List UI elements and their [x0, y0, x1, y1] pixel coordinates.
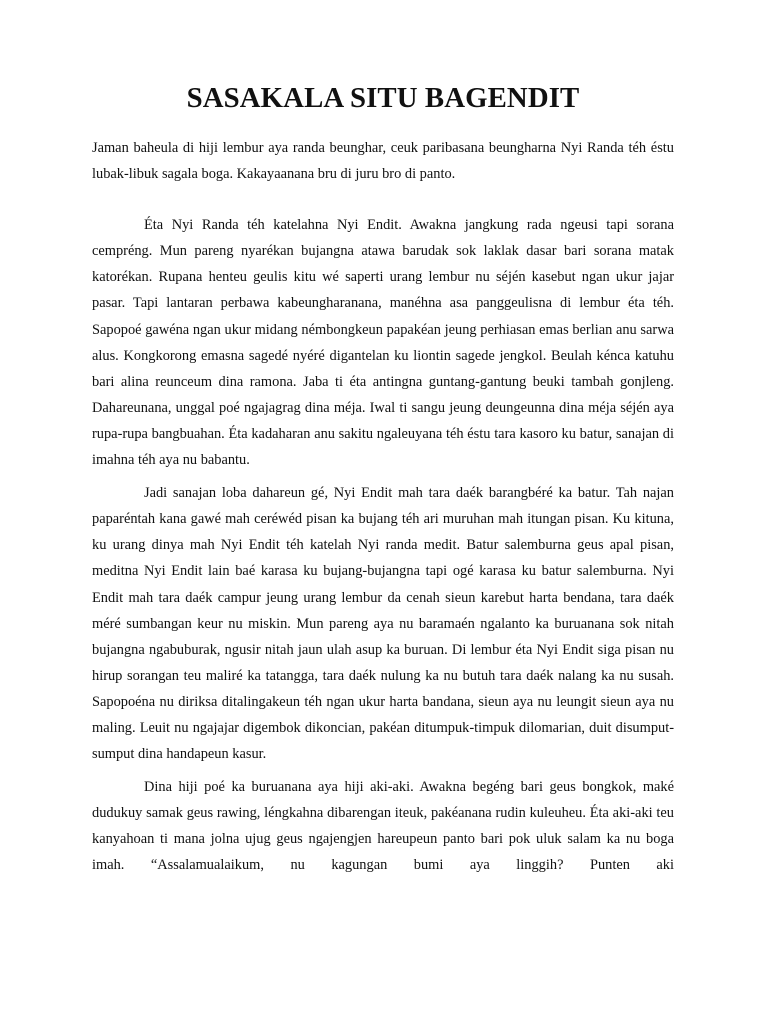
paragraph-4: Dina hiji poé ka buruanana aya hiji aki-aki. Awakna begéng bari geus bongkok, maké dudukuy samak geus rawing, léngkahna dibarengan iteuk, pakéanana rudin kuleuheu. Éta aki-aki teu kanyahoan ti mana jolna ujug geus ngajengjen hareupeun panto bari pok uluk salam ka nu boga imah. “Assalamualaikum, nu kagungan bumi aya linggih? Punten aki — [92, 779, 674, 874]
paragraph-3: Jadi sanajan loba dahareun gé, Nyi Endit mah tara daék barangbéré ka batur. Tah najan paparéntah kana gawé mah ceréwéd pisan ka bujang téh ari muruhan mah itungan pisan. Ku kituna, ku urang dinya mah Nyi Endit téh katelah Nyi randa medit. Batur salemburna geus apal pisan, meditna Nyi Endit lain baé karasa ku bujang-bujangna tapi ogé karasa ku batur salemburna. Nyi Endit mah tara daék campur jeung urang lembur da cenah sieun karebut harta bendana, tara daék méré sumbangan keur nu miskin. Mun pareng aya nu baramaén ngalanto ka buruanana sok nitah bujangna ngabuburak, ngusir nitah jaun ulah asup ka buruan. Di lembur éta Nyi Endit siga pisan nu hirup sorangan teu maliré ka tatangga, tara daék nulung ka nu butuh tara daék nalang ka nu susah. Sapopoéna nu diriksa ditalingakeun téh ngan ukur harta bandana, sieun aya nu leungit sieun aya nu maling. Leuit nu ngajajar digembok dikoncian, pakéan ditumpuk-timpuk dilomarian, duit disumput-sumput dina handapeun kasur. — [92, 485, 674, 763]
paragraph-2: Éta Nyi Randa téh katelahna Nyi Endit. Awakna jangkung rada ngeusi tapi sorana cempréng. Mun pareng nyarékan bujangna atawa barudak sok laklak dasar bari sorana matak katorékan. Rupana henteu geulis kitu wé saperti urang lembur nu séjén kasebut ngan ukur jajar pasar. Tapi lantaran perbawa kabeungharanana, manéhna asa panggeulisna di lembur éta téh. Sapopoé gawéna ngan ukur midang némbongkeun papakéan jeung perhiasan emas berlian anu sarwa alus. Kongkorong emasna sagedé nyéré digantelan ku liontin sagede jengkol. Beulah kénca katuhu bari alina reunceum dina ramona. Jaba ti éta antingna guntang-gantung beuki tambah gonjleng. Dahareunana, unggal poé ngajagrag dina méja. Iwal ti sangu jeung deungeunna dina méja séjén aya rupa-rupa bangbuahan. Éta kadaharan anu sakitu ngaleuyana téh éstu tara kasoro ku batur, sanajan di imahna téh aya nu babantu. — [92, 217, 674, 469]
paragraph-1: Jaman baheula di hiji lembur aya randa beunghar, ceuk paribasana beungharna Nyi Randa téh éstu lubak-libuk sagala boga. Kakayaanana bru di juru bro di panto. — [92, 140, 674, 183]
document-title: SASAKALA SITU BAGENDIT — [186, 82, 580, 114]
document-body — [92, 82, 674, 879]
